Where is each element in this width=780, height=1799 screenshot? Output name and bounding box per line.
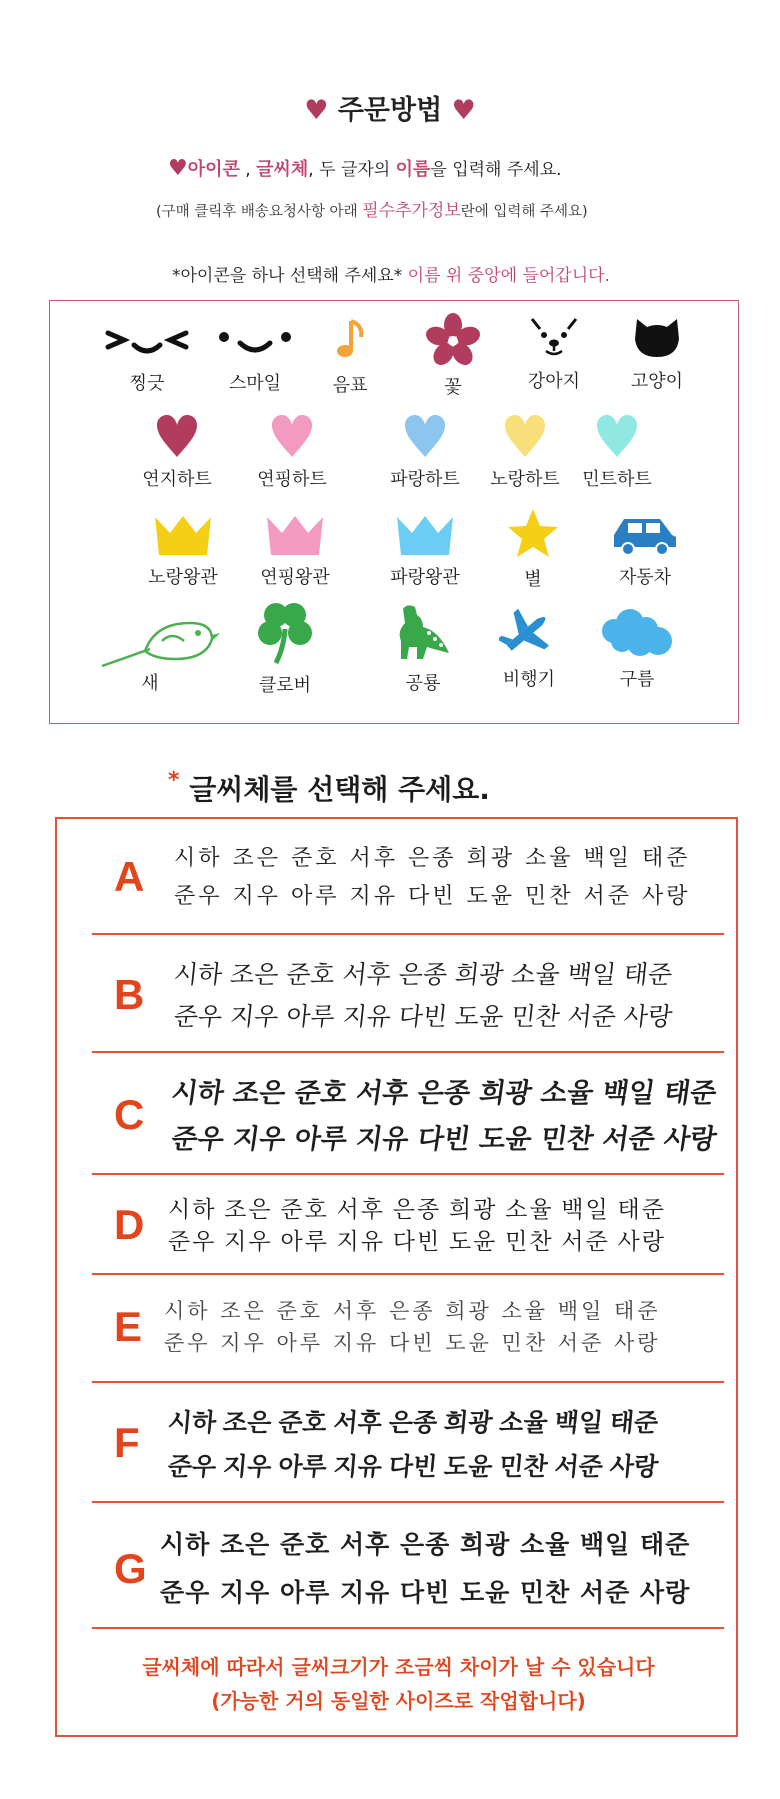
icon-option-wink[interactable] (92, 323, 202, 395)
music-note-icon (325, 315, 375, 365)
icon-label: 파랑왕관 (390, 567, 460, 588)
heart-icon (503, 413, 547, 459)
font-options-box (55, 817, 738, 1737)
font-sample-line: 시하 조은 준호 서후 은종 희광 소율 백일 태준 (174, 846, 691, 871)
icon-option-cloud[interactable] (582, 609, 692, 691)
crown-icon (394, 513, 456, 557)
font-sample-line: 시하 조은 준호 서후 은종 희광 소율 백일 태준 (169, 1078, 719, 1109)
font-letter: B (114, 971, 145, 1018)
heart-icon (155, 413, 199, 459)
icon-option-star[interactable] (478, 507, 588, 591)
icon-label: 연핑하트 (257, 469, 327, 490)
icon-label: 클로버 (258, 675, 312, 696)
font-letter: D (114, 1201, 145, 1248)
font-sample-line: 시하 조은 준호 서후 은종 희광 소율 백일 태준 (160, 1530, 691, 1559)
cloud-icon (600, 609, 674, 659)
font-option-d[interactable] (92, 1173, 724, 1275)
instruction-line: ♥아이콘 , 글씨체, 두 글자의 이름을 입력해 주세요. (168, 156, 562, 181)
heart-icon (270, 413, 314, 459)
icon-option-heart-pink[interactable] (237, 413, 347, 491)
icon-label: 자동차 (618, 567, 672, 588)
font-sample-line: 시하 조은 준호 서후 은종 희광 소율 백일 태준 (168, 1197, 666, 1222)
icon-label: 민트하트 (582, 469, 652, 490)
icon-label: 별 (524, 569, 542, 590)
icon-option-bird[interactable] (90, 611, 240, 695)
icon-option-puppy[interactable] (499, 315, 609, 393)
font-sample-line: 준우 지우 아루 지유 다빈 도윤 민찬 서준 사랑 (174, 884, 691, 909)
icon-label: 노랑하트 (490, 469, 560, 490)
icon-option-crown-yellow[interactable] (128, 513, 238, 589)
icon-label: 스마일 (228, 373, 282, 394)
font-sample-line: 준우 지우 아루 지유 다빈 도윤 민찬 서준 사랑 (172, 1002, 674, 1031)
airplane-icon (499, 603, 559, 659)
icon-label: 연지하트 (142, 469, 212, 490)
icon-option-smile[interactable] (200, 323, 310, 395)
icon-option-car[interactable] (590, 513, 700, 589)
smile-face-icon (210, 323, 300, 363)
car-icon (610, 513, 680, 557)
icon-option-flower[interactable] (398, 313, 508, 399)
font-letter: G (114, 1545, 147, 1592)
same-size-note: (가능한 거의 동일한 사이즈로 작업합니다) (211, 1689, 586, 1713)
heart-icon: ♥ (451, 95, 476, 126)
font-letter: C (114, 1091, 145, 1138)
puppy-icon (526, 315, 582, 361)
input-location-note: (구매 클릭후 배송요청사항 아래 필수추가정보란에 입력해 주세요) (156, 201, 588, 221)
icon-option-airplane[interactable] (474, 603, 584, 691)
font-option-e[interactable] (92, 1273, 724, 1383)
icon-option-crown-blue[interactable] (370, 513, 480, 589)
icon-label: 강아지 (527, 371, 581, 392)
icon-option-heart-rouge[interactable] (122, 413, 232, 491)
icon-label: 파랑하트 (390, 469, 460, 490)
heart-icon (595, 413, 639, 459)
clover-icon (254, 599, 316, 665)
font-option-g[interactable] (92, 1501, 724, 1629)
icon-label: 비행기 (502, 669, 556, 690)
crown-icon (152, 513, 214, 557)
icon-option-music-note[interactable] (295, 315, 405, 397)
font-letter: F (114, 1419, 140, 1466)
heart-icon: ♥ (304, 95, 329, 126)
icon-option-heart-blue[interactable] (370, 413, 480, 491)
font-sample-line: 시하 조은 준호 서후 은종 희광 소율 백일 태준 (172, 960, 674, 989)
font-sample-line: 시하 조은 준호 서후 은종 희광 소율 백일 태준 (164, 1299, 661, 1323)
icon-option-crown-pink[interactable] (240, 513, 350, 589)
page-title (0, 88, 780, 127)
font-sample-line: 준우 지우 아루 지유 다빈 도윤 민찬 서준 사랑 (166, 1453, 660, 1481)
font-sample-line: 준우 지우 아루 지유 다빈 도윤 민찬 서준 사랑 (160, 1578, 691, 1607)
font-option-b[interactable] (92, 933, 724, 1053)
icon-label: 새 (141, 673, 159, 694)
font-letter: A (114, 853, 145, 900)
font-option-a[interactable] (92, 819, 724, 935)
dinosaur-icon (393, 601, 453, 663)
heart-icon: ♥ (168, 156, 188, 181)
font-letter: E (114, 1303, 143, 1350)
font-sample-line: 시하 조은 준호 서후 은종 희광 소율 백일 태준 (166, 1409, 660, 1437)
icon-option-dinosaur[interactable] (368, 601, 478, 695)
wink-face-icon (102, 323, 192, 363)
icon-option-heart-mint[interactable] (562, 413, 672, 491)
icon-label: 음표 (332, 375, 368, 396)
bird-icon (100, 611, 230, 671)
icon-label: 구름 (619, 669, 655, 690)
size-difference-note: 글씨체에 따라서 글씨크기가 조금씩 차이가 날 수 있습니다 (142, 1655, 655, 1679)
icon-label: 고양이 (630, 371, 684, 392)
crown-icon (264, 513, 326, 557)
icon-option-cat[interactable] (602, 313, 712, 393)
title-text: 주문방법 (337, 95, 443, 126)
font-sample-line: 준우 지우 아루 지유 다빈 도윤 민찬 서준 사랑 (164, 1331, 661, 1355)
asterisk-icon: * (168, 768, 180, 793)
icon-label: 노랑왕관 (148, 567, 218, 588)
icon-label: 찡긋 (129, 373, 165, 394)
font-option-c[interactable] (92, 1051, 724, 1175)
icon-prompt: *아이콘을 하나 선택해 주세요* 이름 위 중앙에 들어갑니다. (172, 266, 610, 286)
star-icon (506, 507, 560, 559)
cat-icon (629, 313, 685, 361)
icon-label: 공룡 (405, 673, 441, 694)
icon-options-box (49, 300, 739, 724)
flower-icon (425, 313, 481, 367)
font-option-f[interactable] (92, 1381, 724, 1503)
icon-label: 연핑왕관 (260, 567, 330, 588)
font-section-title: * 글씨체를 선택해 주세요. (168, 768, 490, 806)
icon-label: 꽃 (444, 377, 462, 398)
font-sample-line: 준우 지우 아루 지유 다빈 도윤 민찬 서준 사랑 (168, 1229, 666, 1254)
icon-option-clover[interactable] (230, 599, 340, 697)
heart-icon (403, 413, 447, 459)
font-sample-line: 준우 지우 아루 지유 다빈 도윤 민찬 서준 사랑 (169, 1124, 719, 1155)
